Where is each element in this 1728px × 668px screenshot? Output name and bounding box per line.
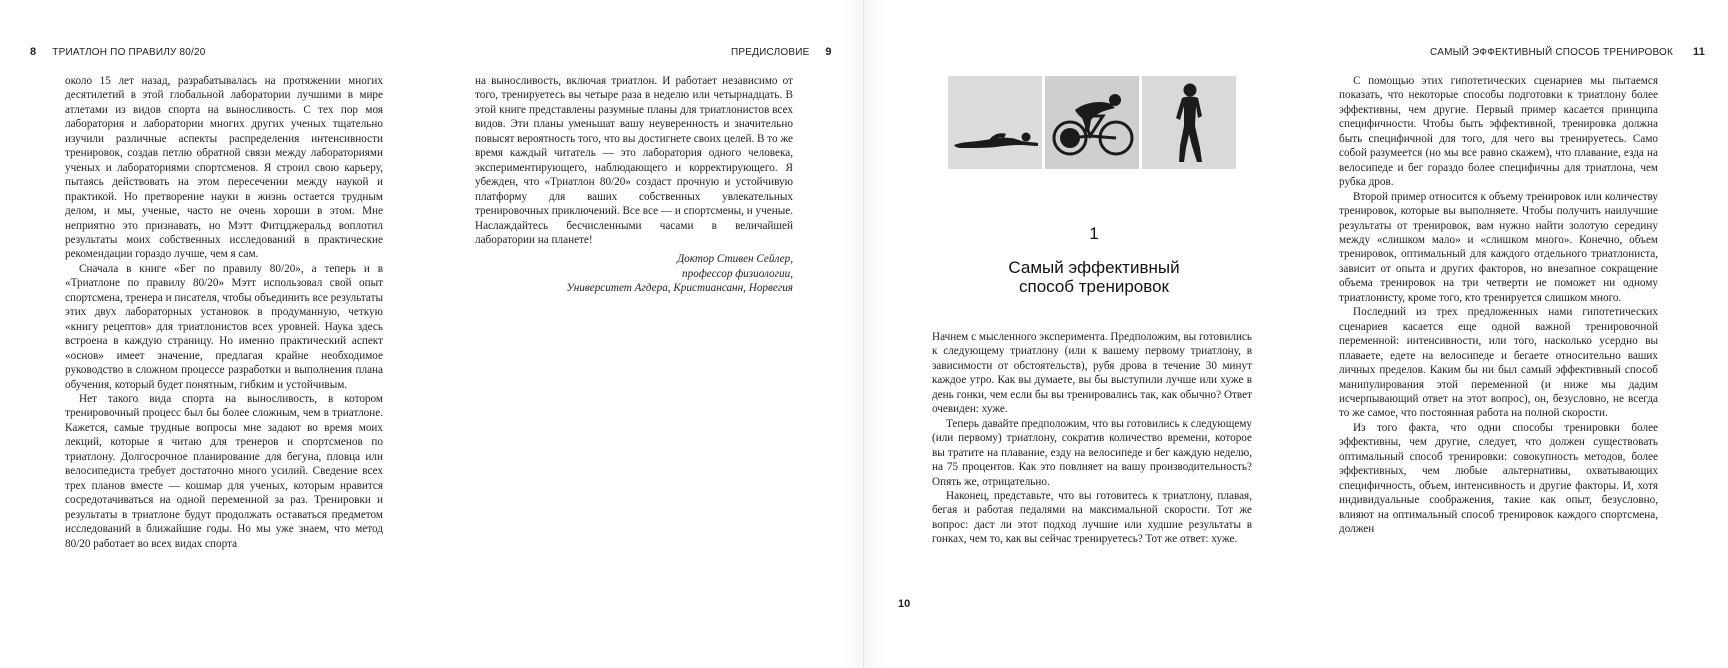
page-number-8: 8 xyxy=(30,46,37,58)
page-11-paragraph: Второй пример относится к объему тренировок или количеству тренировок, которые вы выполняете. Чтобы получить наилучшие результаты от тренировок, вам нужно найти золотую середину между «слишком мало» и «слишком много». Конечно, объем тренировок, оптимальный для каждого отдельного триатлониста, зависит от опыта и других факторов, но внезапное сокращение объема тренировок на три четверти не поможет ни одному триатлонисту, кроме того, кто тренируется слишком много. xyxy=(1339,190,1658,304)
signature-title: профессор физиологии, xyxy=(682,267,793,280)
swimmer-silhouette-icon xyxy=(948,76,1042,169)
page-11-paragraph: Из того факта, что одни способы тренировки более эффективны, чем другие, следует, что должен существовать оптимальный способ тренировки: совокупность методов, более эффективных, чем любые альтернативы, охватывающих специфичность, объем, интенсивность и другие факторы. И, хотя индивидуальные соображения, такие как опыт, безусловно, влияют на оптимальный способ тренировок каждого спортсмена, должен xyxy=(1339,421,1658,536)
signature-name: Доктор Стивен Сейлер, xyxy=(677,253,793,266)
page-9-header xyxy=(731,46,832,58)
page-11-paragraph: Последний из трех предложенных нами гипотетических сценариев касается еще одной важной тренировочной переменной: интенсивности, или того, насколько усердно вы плаваете, едете на велосипеде и бегаете относительно ваших личных пределов. Каким бы ни был самый эффективный способ манипулирования этой переменной (и ниже мы дадим исчерпывающий ответ на этот вопрос), он, безусловно, не всегда то же самое, что постоянная работа на полной скорости. xyxy=(1339,306,1658,420)
page-8-paragraph: Сначала в книге «Бег по правилу 80/20», а теперь и в «Триатлоне по правилу 80/20» Мэтт использовал свой опыт спортсмена, тренера и писателя, чтобы объединить все результаты этих двух лабораторных установок в продуманную, четкую «книгу рецептов» для триатлонистов всех уровней. Наука здесь встроена в каждую страницу. Но именно практический аспект «основ» имеет значение, предлагая крайне необходимое руководство в сложном процессе разработки и выполнения плана обучения, который будет понятным, гибким и устойчивым. xyxy=(65,262,383,391)
chapter-title xyxy=(944,258,1244,296)
chapter-number: 1 xyxy=(1089,224,1099,243)
page-number-10: 10 xyxy=(898,598,911,610)
page-8-paragraph: Нет такого вида спорта на выносливость, в котором тренировочный процесс был бы более сложным, чем в триатлоне. Кажется, самые трудные вопросы мне задают во время моих лекций, которые я читаю для тренеров и спортсменов по триатлону. Долгосрочное планирование для бегуна, пловца или велосипедиста требует достаточно много усилий. Сведение всех трех планов вместе — кошмар для ученых, которым нравится сосредотачиваться на одной переменной за раз. Тренировки и результаты в триатлоне будут продолжать оставаться предметом исследований в ближайшие годы. Но мы уже знаем, что метод 80/20 работает во всех видах спорта xyxy=(65,392,383,550)
page-9-body xyxy=(475,74,793,296)
page-11-header xyxy=(1430,46,1705,58)
page-11-body xyxy=(1339,74,1658,537)
page-8-body xyxy=(65,74,383,551)
foreword-signature xyxy=(475,252,793,295)
chapter-title-line-1: Самый эффективный xyxy=(1008,258,1180,277)
page-number-9: 9 xyxy=(825,46,832,58)
cyclist-silhouette-icon xyxy=(1045,76,1139,169)
page-11-paragraph: С помощью этих гипотетических сценариев мы пытаемся показать, что некоторые способы подготовки к триатлону более эффективны, чем другие. Первый пример касается принципа специфичности. Чтобы быть эффективной, тренировка должна быть специфичной для того, для чего вы тренируетесь. Само собой разумеется (но мы все равно скажем), что плавание, езда на велосипеде и бег гораздо более специфичны для триатлона, чем рубка дров. xyxy=(1339,75,1658,189)
chapter-title-line-2: способ тренировок xyxy=(1019,277,1169,296)
page-8-running-head: ТРИАТЛОН ПО ПРАВИЛУ 80/20 xyxy=(52,47,206,58)
runner-silhouette-icon xyxy=(1142,76,1236,169)
page-8-header xyxy=(30,46,206,58)
book-gutter-shadow xyxy=(840,0,888,668)
cyclist-image xyxy=(1045,76,1139,169)
swimmer-image xyxy=(948,76,1042,169)
page-10-paragraph: Наконец, представьте, что вы готовитесь к триатлону, плавая, бегая и работая педалями на максимальной скорости. Тот же вопрос: даст ли этот подход лучшие или худшие результаты в гонках, чем то, как вы сейчас тренируетесь? Тот же ответ: хуже. xyxy=(932,489,1252,546)
page-10-paragraph: Теперь давайте предположим, что вы готовились к следующему (или первому) триатлону, сократив количество времени, которое вы тратите на плавание, езду на велосипеде и бег каждую неделю, на 75 процентов. Как это повлияет на вашу производительность? Опять же, отрицательно. xyxy=(932,417,1252,488)
page-9-paragraph: на выносливость, включая триатлон. И работает независимо от того, тренируетесь вы четыре раза в неделю или четырнадцать. В этой книге представлены разумные планы для триатлонистов всех видов. Эти планы уменьшат вашу неуверенность и значительно повысят вероятность того, что вы достигнете своих целей. В то же время каждый читатель — это лаборатория одного человека, экспериментирующего, наблюдающего и корректирующего. Я убежден, что «Триатлон 80/20» создаст прочную и устойчивую платформу для ваших собственных увлекательных тренировочных приключений. Все все — и спортсмены, и ученые. Наслаждайтесь бесчисленными часами в величайшей лаборатории на планете! xyxy=(475,75,793,246)
runner-image xyxy=(1142,76,1236,169)
page-number-11: 11 xyxy=(1693,46,1706,58)
signature-affiliation: Университет Агдера, Кристиансанн, Норвегия xyxy=(566,282,793,295)
page-10-body xyxy=(932,330,1252,547)
book-gutter xyxy=(863,0,864,668)
page-11-running-head: САМЫЙ ЭФФЕКТИВНЫЙ СПОСОБ ТРЕНИРОВОК xyxy=(1430,47,1674,58)
page-8-paragraph: около 15 лет назад, разрабатывалась на протяжении многих десятилетий в этой глобальной лаборатории лучшими в мире атлетами из видов спорта на выносливость. С тех пор моя лаборатория и лаборатории многих других ученых тщательно изучили различные аспекты распределения интенсивности тренировок, создав петлю обратной связи между лабораториями ученых и лабораториями спортсменов. Я строил свою карьеру, пытаясь действовать на этом пересечении между наукой и практикой. Но претворение науки в жизнь остается трудным делом, и мы, ученые, часто не очень хороши в этом. Мне неприятно это признавать, но Мэтт Фитцджеральд воплотил результаты моих собственных исследований в практические рекомендации гораздо лучше, чем я сам. xyxy=(65,75,383,261)
page-10-paragraph: Начнем с мысленного эксперимента. Предположим, вы готовились к следующему триатлону (или к вашему первому триатлону, в зависимости от обстоятельств), рубя дрова в течение 30 минут каждое утро. Как вы думаете, вы бы выступили лучше или хуже в день гонки, чем если бы вы тренировались так, как обычно? Ответ очевиден: хуже. xyxy=(932,331,1252,416)
page-9-running-head: ПРЕДИСЛОВИЕ xyxy=(731,47,810,58)
